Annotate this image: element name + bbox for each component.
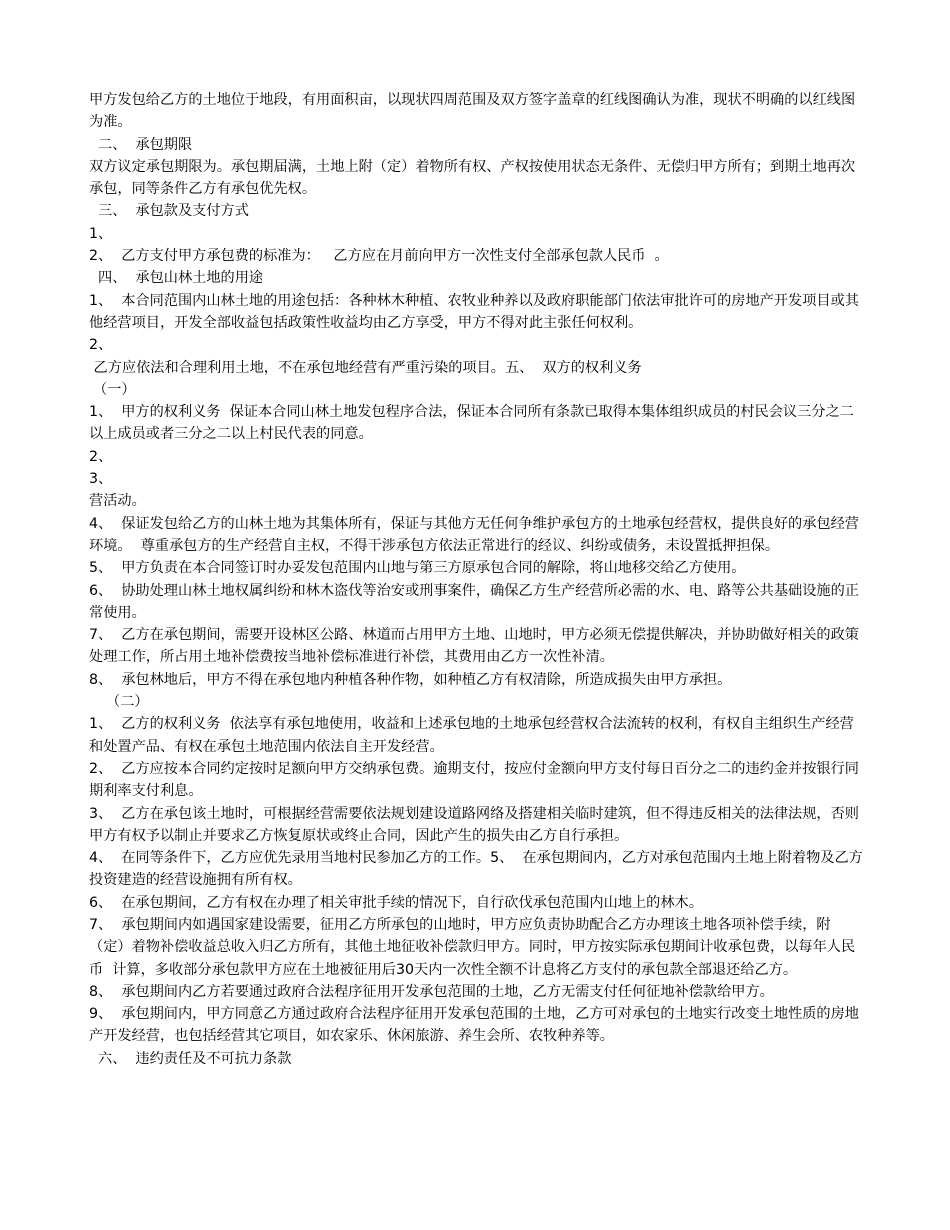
paragraph: 乙方应依法和合理利用土地，不在承包地经营有严重污染的项目。五、 双方的权利义务 bbox=[89, 359, 642, 376]
list-item: 1、 乙方的权利义务 依法享有承包地使用，收益和上述承包地的土地承包经营权合法流转的权利，有权自主组织生产经营和处置产品、有权在承包土地范围内依法自主开发经营。 bbox=[89, 716, 854, 755]
list-item: 1、 本合同范围内山林土地的用途包括：各种林木种植、农牧业种养以及政府职能部门依法审批许可的房地产开发项目或其他经营项目，开发全部收益包括政策性收益均由乙方享受，甲方不得对此主张任何权利。 bbox=[89, 292, 859, 331]
paragraph: 营活动。 bbox=[89, 493, 146, 510]
list-item: 3、 bbox=[89, 471, 113, 488]
list-item: 6、 协助处理山林土地权属纠纷和林木盗伐等治安或刑事案件，确保乙方生产经营所必需的水、电、路等公共基础设施的正常使用。 bbox=[89, 582, 859, 621]
paragraph: 甲方发包给乙方的土地位于地段，有用面积亩，以现状四周范围及双方签字盖章的红线图确认为准，现状不明确的以红线图为准。 bbox=[89, 92, 856, 131]
list-item: 1、 bbox=[89, 225, 113, 242]
list-item: 6、 在承包期间，乙方有权在办理了相关审批手续的情况下，自行砍伐承包范围内山地上的林木。 bbox=[89, 894, 703, 911]
list-item: 9、 承包期间内，甲方同意乙方通过政府合法程序征用开发承包范围的土地，乙方可对承包的土地实行改变土地性质的房地产开发经营，也包括经营其它项目，如农家乐、休闲旅游、养生会所、农牧种养等。 bbox=[89, 1006, 859, 1045]
list-item: 4、 保证发包给乙方的山林土地为其集体所有，保证与其他方无任何争维护承包方的土地承包经营权，提供良好的承包经营环境。 尊重承包方的生产经营自主权，不得干涉承包方依法正常进行的经议、纠纷或债务，未设置抵押担保。 bbox=[89, 515, 859, 554]
section-heading: 二、 承包期限 bbox=[89, 136, 193, 153]
list-item: 7、 乙方在承包期间，需要开设林区公路、林道而占用甲方土地、山地时，甲方必须无偿提供解决，并协助做好相关的政策处理工作，所占用土地补偿费按当地补偿标准进行补偿，其费用由乙方一次性补清。 bbox=[89, 627, 859, 666]
list-item: 3、 乙方在承包该土地时，可根据经营需要依法规划建设道路网络及搭建相关临时建筑，但不得违反相关的法律法规，否则甲方有权予以制止并要求乙方恢复原状或终止合同，因此产生的损失由乙方自行承担。 bbox=[89, 805, 859, 844]
list-item: 4、 在同等条件下，乙方应优先录用当地村民参加乙方的工作。5、 在承包期间内，乙方对承包范围内土地上附着物及乙方投资建造的经营设施拥有所有权。 bbox=[89, 850, 863, 889]
section-heading: 六、 违约责任及不可抗力条款 bbox=[89, 1050, 292, 1067]
document-body bbox=[89, 89, 864, 1070]
list-item: 2、 bbox=[89, 337, 113, 354]
subsection-heading: （二） bbox=[106, 694, 149, 711]
paragraph: 双方议定承包期限为。承包期届满，土地上附（定）着物所有权、产权按使用状态无条件、无偿归甲方所有；到期土地再次承包，同等条件乙方有承包优先权。 bbox=[89, 158, 856, 198]
list-item: 8、 承包期间内乙方若要通过政府合法程序征用开发承包范围的土地，乙方无需支付任何征地补偿款给甲方。 bbox=[89, 983, 774, 1000]
subsection-heading: （一） bbox=[93, 381, 136, 398]
list-item: 1、 甲方的权利义务 保证本合同山林土地发包程序合法，保证本合同所有条款已取得本集体组织成员的村民会议三分之二以上成员或者三分之二以上村民代表的同意。 bbox=[89, 404, 854, 443]
list-item: 2、 乙方应按本合同约定按时足额向甲方交纳承包费。逾期支付，按应付金额向甲方支付每日百分之二的违约金并按银行同期利率支付利息。 bbox=[89, 760, 859, 800]
list-item: 2、 bbox=[89, 448, 113, 465]
section-heading: 四、 承包山林土地的用途 bbox=[89, 270, 264, 287]
section-heading: 三、 承包款及支付方式 bbox=[89, 203, 249, 220]
list-item: 5、 甲方负责在本合同签订时办妥发包范围内山地与第三方原承包合同的解除，将山地移交给乙方使用。 bbox=[89, 560, 746, 577]
list-item: 2、 乙方支付甲方承包费的标准为： 乙方应在月前向甲方一次性支付全部承包款人民币 。 bbox=[89, 248, 669, 265]
list-item: 8、 承包林地后，甲方不得在承包地内种植各种作物，如种植乙方有权清除，所造成损失由甲方承担。 bbox=[89, 671, 732, 688]
list-item: 7、 承包期间内如遇国家建设需要，征用乙方所承包的山地时，甲方应负责协助配合乙方办理该土地各项补偿手续，附（定）着物补偿收益总收入归乙方所有，其他土地征收补偿款归甲方。同时，甲方按实际承包期间计收承包费，以每年人民币 计算，多收部分承包款甲方应在土地被征用后30天内一次性全额不计息将乙方支付的承包款全部退还给乙方。 bbox=[89, 916, 856, 978]
